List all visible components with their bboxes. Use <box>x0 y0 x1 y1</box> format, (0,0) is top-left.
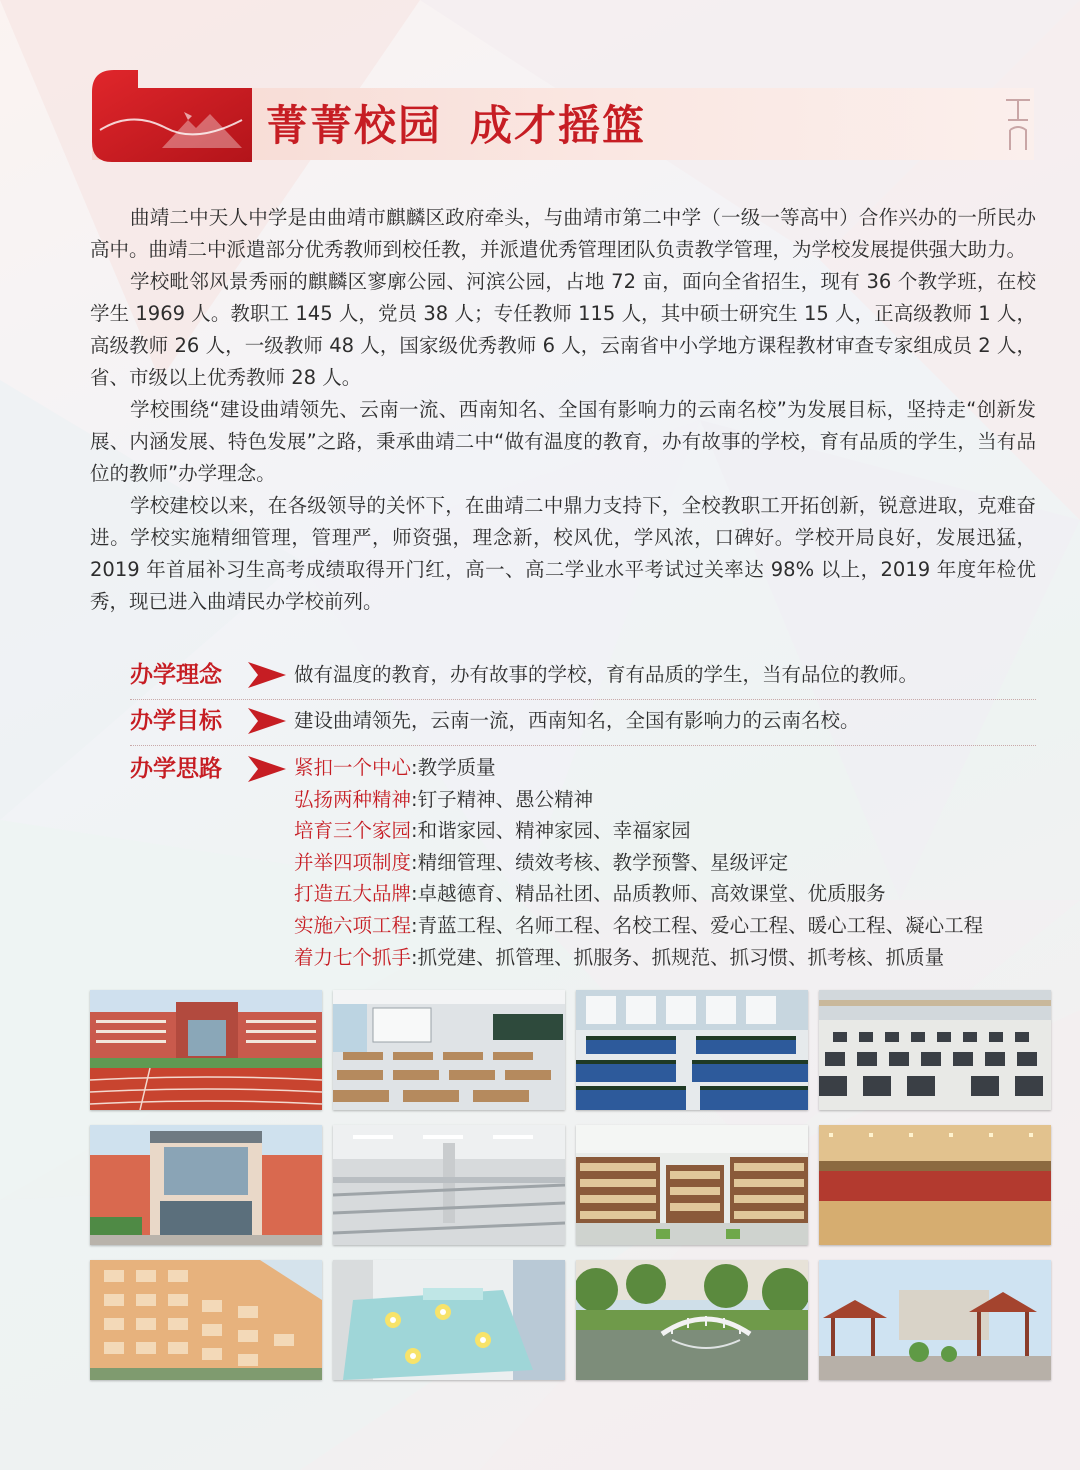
strategy-separator: : <box>411 882 418 906</box>
strategy-key: 着力七个抓手 <box>294 945 412 969</box>
philosophy-text: 做有温度的教育，办有故事的学校，育有品质的学生，当有品位的教师。 <box>294 663 919 686</box>
strategy-item <box>294 752 1036 784</box>
strategy-key: 培育三个家园 <box>294 819 412 843</box>
strategy-value: 钉子精神、愚公精神 <box>417 787 594 811</box>
photo-science-lab <box>576 990 808 1110</box>
arrow-right-icon <box>246 708 286 734</box>
strategy-value: 青蓝工程、名师工程、名校工程、爱心工程、暖心工程、凝心工程 <box>417 913 984 937</box>
intro-paragraph: 学校围绕“建设曲靖领先、云南一流、西南知名、全国有影响力的云南名校”为发展目标，坚持走“创新发展、内涵发展、特色发展”之路，秉承曲靖二中“做有温度的教育，办有故事的学校，育有品质的学生，当有品位的教师”办学理念。 <box>90 398 1036 485</box>
arrow-right-icon <box>246 662 286 688</box>
strategy-list <box>294 752 1036 973</box>
title-part-2: 成才摇篮 <box>470 101 647 150</box>
photo-grid <box>90 990 1036 1382</box>
red-flag-emblem <box>92 70 252 162</box>
strategy-item <box>294 815 1036 847</box>
philosophy-label: 办学理念 <box>130 662 222 688</box>
goal-text: 建设曲靖领先，云南一流，西南知名，全国有影响力的云南名校。 <box>294 709 860 732</box>
strategy-key: 弘扬两种精神 <box>294 787 412 811</box>
strategy-key: 紧扣一个中心 <box>294 756 412 779</box>
intro-paragraph: 曲靖二中天人中学是由曲靖市麒麟区政府牵头，与曲靖市第二中学（一级一等高中）合作兴办的一所民办高中。曲靖二中派遣部分优秀教师到校任教，并派遣优秀管理团队负责教学管理，为学校发展提供强大助力。 <box>90 206 1036 261</box>
strategy-separator: : <box>411 787 418 811</box>
strategy-item <box>294 784 1036 816</box>
strategy-value: 教学质量 <box>417 756 496 779</box>
strategy-item <box>294 942 1036 974</box>
strategy-separator: : <box>411 913 418 937</box>
photo-dining-hall-exterior <box>90 1125 322 1245</box>
page-title <box>266 96 646 156</box>
strategy-value: 抓党建、抓管理、抓服务、抓规范、抓习惯、抓考核、抓质量 <box>417 945 945 969</box>
divider <box>130 745 1036 746</box>
strategy-separator: : <box>411 819 418 843</box>
intro-text <box>90 202 1036 618</box>
strategy-key: 打造五大品牌 <box>294 882 412 906</box>
photo-campus-pond-bridge <box>576 1260 808 1380</box>
photo-dining-hall-interior <box>333 1125 565 1245</box>
photo-library <box>576 1125 808 1245</box>
strategy-label: 办学思路 <box>130 756 222 782</box>
intro-paragraph: 学校毗邻风景秀丽的麒麟区寥廓公园、河滨公园，占地 72 亩，面向全省招生，现有 36 个教学班，在校学生 1969 人。教职工 145 人，党员 38 人；专任教师 115 人，其中硕士研究生 15 人，正高级教师 1 人，高级教师 26 人，一级教师 48 人，国家级优秀教师 6 人，云南省中小学地方课程教材审查专家组成员 2 人，省、市级以上优秀教师 28 人。 <box>90 270 1036 389</box>
strategy-separator: : <box>411 850 418 874</box>
strategy-separator: : <box>411 945 418 969</box>
divider <box>130 699 1036 700</box>
strategy-key: 实施六项工程 <box>294 913 412 937</box>
strategy-item <box>294 847 1036 879</box>
title-part-1: 菁菁校园 <box>266 101 443 150</box>
strategy-value: 精细管理、绩效考核、教学预警、星级评定 <box>417 850 789 874</box>
photo-computer-lab <box>819 990 1051 1110</box>
photo-garden-pavilion <box>819 1260 1051 1380</box>
goal-label: 办学目标 <box>130 708 222 734</box>
strategy-value: 和谐家园、精神家园、幸福家园 <box>417 819 691 843</box>
strategy-item <box>294 878 1036 910</box>
strategy-separator: : <box>411 756 418 779</box>
intro-paragraph: 学校建校以来，在各级领导的关怀下，在曲靖二中鼎力支持下，全校教职工开拓创新，锐意进取，克难奋进。学校实施精细管理，管理严，师资强，理念新，校风优，学风浓，口碑好。学校开局良好，发展迅猛，2019 年首届补习生高考成绩取得开门红，高一、高二学业水平考试过关率达 98% 以上，2019 年度年检优秀，现已进入曲靖民办学校前列。 <box>90 494 1036 613</box>
photo-dormitory-building <box>90 1260 322 1380</box>
strategy-value: 卓越德育、精品社团、品质教师、高效课堂、优质服务 <box>417 882 886 906</box>
strategy-key: 并举四项制度 <box>294 850 412 874</box>
photo-dorm-room <box>333 1260 565 1380</box>
strategy-item <box>294 910 1036 942</box>
photo-classroom <box>333 990 565 1110</box>
arrow-right-icon <box>246 756 286 782</box>
photo-campus-building-track <box>90 990 322 1110</box>
photo-auditorium <box>819 1125 1051 1245</box>
seal-icon <box>1000 90 1036 160</box>
